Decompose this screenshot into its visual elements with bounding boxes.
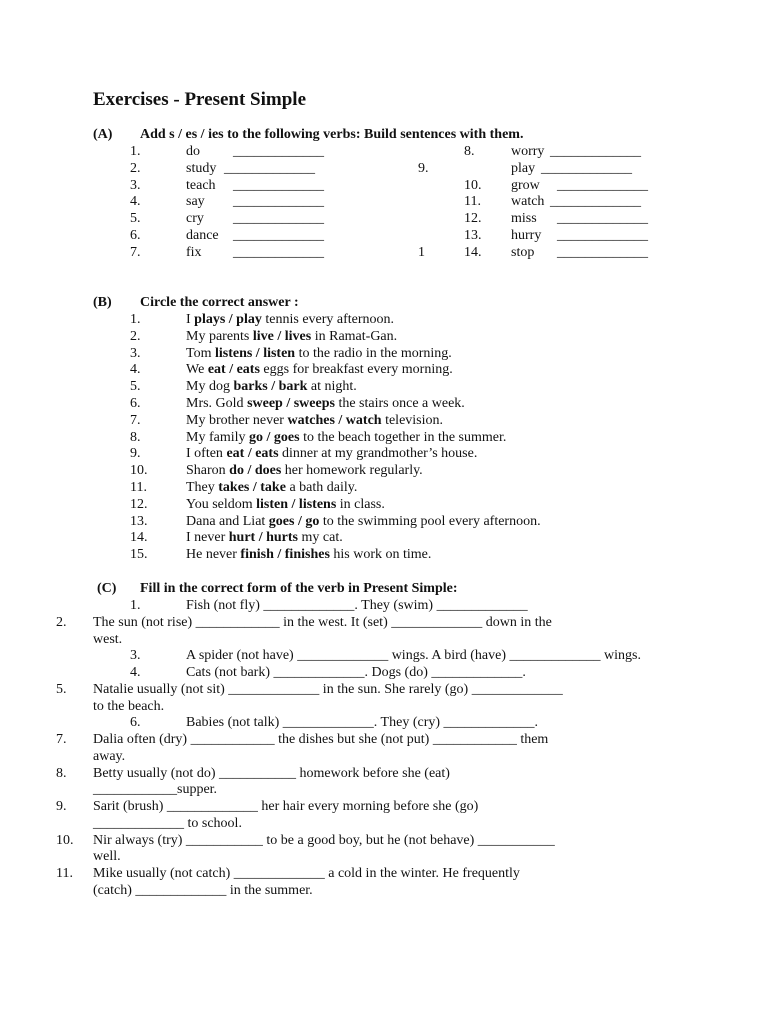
verb-choices[interactable]: plays / play (194, 312, 262, 327)
choice-sentence (186, 413, 443, 429)
answer-blank: _____________ (541, 161, 632, 176)
fill-in-sentence: Dalia often (dry) ____________ the dishes but she (not put) ____________ them (93, 732, 549, 747)
item-number: 14. (130, 530, 148, 545)
sentence-end: eggs for breakfast every morning. (259, 362, 453, 377)
verb-choices[interactable]: live / lives (252, 329, 312, 344)
verb-number: 12. (464, 211, 482, 226)
sentence-end: in Ramat-Gan. (311, 329, 398, 344)
verb-word: watch (511, 194, 545, 209)
item-number: 11. (130, 480, 147, 495)
verb-number: 1. (130, 144, 141, 159)
sentence-start: We (186, 362, 208, 377)
section-a-instruction: Add s / es / ies to the following verbs: Build sentences with them. (140, 127, 524, 142)
fill-in-sentence: ____________supper. (93, 782, 218, 797)
choice-sentence (186, 480, 357, 496)
verb-choices[interactable]: finish / finishes (240, 547, 330, 562)
verb-choices[interactable]: eat / eats (226, 446, 279, 461)
verb-word: do (186, 144, 200, 159)
sentence-end: to the radio in the morning. (295, 346, 452, 361)
choice-sentence (186, 530, 343, 546)
fill-in-sentence: Cats (not bark) _____________. Dogs (do) _____________. (186, 665, 526, 680)
fill-in-sentence: Sarit (brush) _____________ her hair every morning before she (go) (93, 799, 479, 814)
item-number: 7. (56, 732, 67, 747)
verb-choices[interactable]: do / does (229, 463, 282, 478)
sentence-end: in class. (336, 497, 385, 512)
item-number: 10. (130, 463, 148, 478)
choice-sentence (186, 346, 452, 362)
item-number: 5. (130, 379, 141, 394)
answer-blank: _____________ (233, 178, 324, 193)
item-number: 8. (56, 766, 67, 781)
verb-number: 14. (464, 245, 482, 260)
item-number: 8. (130, 430, 141, 445)
item-number: 9. (56, 799, 67, 814)
section-c-label: (C) (97, 581, 117, 596)
verb-word: say (186, 194, 205, 209)
item-number: 1. (130, 598, 141, 613)
fill-in-sentence: to the beach. (93, 699, 165, 714)
verb-word: hurry (511, 228, 542, 243)
answer-blank: _____________ (233, 144, 324, 159)
fill-in-sentence: Nir always (try) ___________ to be a good boy, but he (not behave) ___________ (93, 833, 555, 848)
verb-choices[interactable]: go / goes (249, 430, 300, 445)
sentence-start: Dana and Liat (186, 514, 269, 529)
verb-number: 10. (464, 178, 482, 193)
sentence-end: tennis every afternoon. (261, 312, 395, 327)
choice-sentence (186, 379, 357, 395)
choice-sentence (186, 312, 394, 328)
sentence-start: My family (186, 430, 249, 445)
fill-in-sentence: Babies (not talk) _____________. They (cry) _____________. (186, 715, 539, 730)
verb-word: grow (511, 178, 540, 193)
fill-in-sentence: Fish (not fly) _____________. They (swim) _____________ (186, 598, 528, 613)
page-title: Exercises - Present Simple (93, 89, 307, 110)
item-number: 4. (130, 665, 141, 680)
answer-blank: _____________ (233, 228, 324, 243)
item-number: 5. (56, 682, 67, 697)
verb-number: 4. (130, 194, 141, 209)
choice-sentence (186, 463, 423, 479)
stray-number: 9. (418, 161, 429, 176)
fill-in-sentence: Natalie usually (not sit) _____________ in the sun. She rarely (go) _____________ (93, 682, 563, 697)
sentence-end: his work on time. (329, 547, 432, 562)
choice-sentence (186, 446, 477, 462)
sentence-start: They (186, 480, 219, 495)
verb-number: 6. (130, 228, 141, 243)
sentence-end: television. (381, 413, 444, 428)
sentence-end: her homework regularly. (281, 463, 423, 478)
verb-word: miss (511, 211, 537, 226)
item-number: 2. (130, 329, 141, 344)
verb-number: 2. (130, 161, 141, 176)
sentence-start: I never (186, 530, 229, 545)
choice-sentence (186, 547, 431, 563)
verb-word: fix (186, 245, 202, 260)
verb-word: study (186, 161, 217, 176)
sentence-start: He never (186, 547, 241, 562)
verb-word: dance (186, 228, 219, 243)
sentence-end: at night. (307, 379, 357, 394)
answer-blank: _____________ (550, 194, 641, 209)
choice-sentence (186, 362, 453, 378)
section-b-label: (B) (93, 295, 112, 310)
item-number: 2. (56, 615, 67, 630)
verb-word: teach (186, 178, 216, 193)
answer-blank: _____________ (557, 211, 648, 226)
fill-in-sentence: The sun (not rise) ____________ in the west. It (set) _____________ down in the (93, 615, 552, 630)
verb-choices[interactable]: listens / listen (214, 346, 296, 361)
sentence-start: My dog (186, 379, 234, 394)
sentence-start: Tom (186, 346, 215, 361)
answer-blank: _____________ (557, 228, 648, 243)
fill-in-sentence: A spider (not have) _____________ wings. A bird (have) _____________ wings. (186, 648, 641, 663)
stray-number: 1 (418, 245, 425, 260)
fill-in-sentence: well. (93, 849, 121, 864)
section-b-instruction: Circle the correct answer : (140, 295, 299, 310)
sentence-end: my cat. (298, 530, 343, 545)
choice-sentence (186, 396, 465, 412)
sentence-end: the stairs once a week. (334, 396, 465, 411)
item-number: 11. (56, 866, 73, 881)
verb-choices[interactable]: sweep / sweeps (247, 396, 335, 411)
sentence-start: I often (186, 446, 227, 461)
item-number: 12. (130, 497, 148, 512)
answer-blank: _____________ (233, 194, 324, 209)
item-number: 15. (130, 547, 148, 562)
verb-number: 8. (464, 144, 475, 159)
fill-in-sentence: (catch) _____________ in the summer. (93, 883, 313, 898)
answer-blank: _____________ (224, 161, 315, 176)
answer-blank: _____________ (233, 245, 324, 260)
verb-choices[interactable]: eat / eats (207, 362, 260, 377)
fill-in-sentence: away. (93, 749, 126, 764)
verb-choices[interactable]: listen / listens (256, 497, 337, 512)
sentence-start: You seldom (186, 497, 257, 512)
verb-number: 11. (464, 194, 481, 209)
verb-choices[interactable]: goes / go (268, 514, 320, 529)
choice-sentence (186, 497, 385, 513)
sentence-start: My parents (186, 329, 253, 344)
section-a-label: (A) (93, 127, 113, 142)
verb-number: 7. (130, 245, 141, 260)
sentence-end: a bath daily. (285, 480, 358, 495)
fill-in-sentence: Betty usually (not do) ___________ homework before she (eat) (93, 766, 450, 781)
verb-number: 3. (130, 178, 141, 193)
choice-sentence (186, 430, 506, 446)
verb-word: cry (186, 211, 204, 226)
verb-choices[interactable]: barks / bark (233, 379, 308, 394)
item-number: 6. (130, 715, 141, 730)
answer-blank: _____________ (557, 178, 648, 193)
item-number: 10. (56, 833, 74, 848)
choice-sentence (186, 514, 541, 530)
fill-in-sentence: Mike usually (not catch) _____________ a cold in the winter. He frequently (93, 866, 520, 881)
verb-number: 13. (464, 228, 482, 243)
sentence-start: I (186, 312, 195, 327)
fill-in-sentence: west. (93, 632, 123, 647)
section-c-instruction: Fill in the correct form of the verb in Present Simple: (140, 581, 458, 596)
item-number: 3. (130, 346, 141, 361)
sentence-end: to the swimming pool every afternoon. (319, 514, 541, 529)
verb-word: worry (511, 144, 545, 159)
answer-blank: _____________ (233, 211, 324, 226)
verb-choices[interactable]: watches / watch (287, 413, 382, 428)
verb-number: 5. (130, 211, 141, 226)
verb-choices[interactable]: takes / take (218, 480, 286, 495)
item-number: 7. (130, 413, 141, 428)
item-number: 13. (130, 514, 148, 529)
choice-sentence (186, 329, 397, 345)
sentence-start: My brother never (186, 413, 288, 428)
fill-in-sentence: _____________ to school. (93, 816, 242, 831)
item-number: 9. (130, 446, 141, 461)
item-number: 3. (130, 648, 141, 663)
sentence-start: Sharon (186, 463, 230, 478)
item-number: 4. (130, 362, 141, 377)
item-number: 6. (130, 396, 141, 411)
sentence-end: to the beach together in the summer. (299, 430, 507, 445)
item-number: 1. (130, 312, 141, 327)
sentence-end: dinner at my grandmother’s house. (278, 446, 478, 461)
answer-blank: _____________ (550, 144, 641, 159)
verb-choices[interactable]: hurt / hurts (228, 530, 298, 545)
verb-word: stop (511, 245, 535, 260)
sentence-start: Mrs. Gold (186, 396, 248, 411)
answer-blank: _____________ (557, 245, 648, 260)
verb-word: play (511, 161, 536, 176)
